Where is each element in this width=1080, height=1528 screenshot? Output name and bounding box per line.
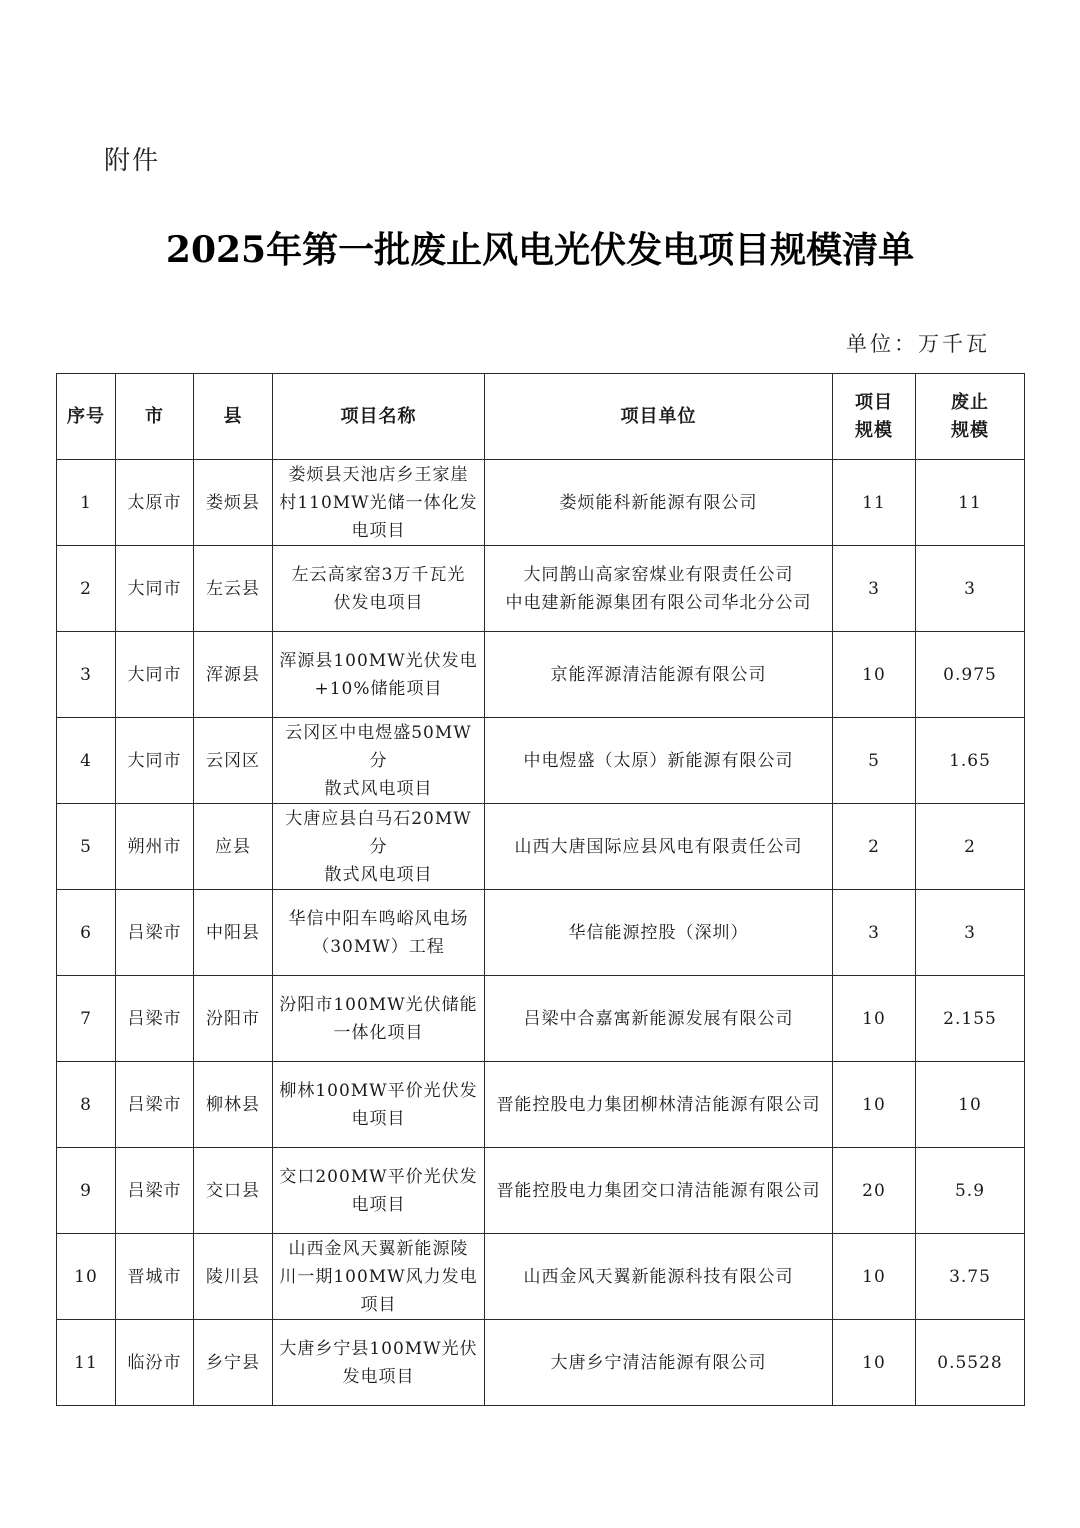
row-no: 6 — [57, 890, 116, 976]
row-city: 大同市 — [116, 718, 194, 804]
row-abolished-scale: 3 — [916, 890, 1025, 976]
row-abolished-scale: 11 — [916, 460, 1025, 546]
row-project-name: 大唐乡宁县100MW光伏 发电项目 — [273, 1320, 485, 1406]
table-row — [57, 546, 1025, 632]
row-project-unit: 山西金风天翼新能源科技有限公司 — [485, 1234, 833, 1320]
row-project-name: 浑源县100MW光伏发电 +10%储能项目 — [273, 632, 485, 718]
row-abolished-scale: 10 — [916, 1062, 1025, 1148]
row-project-unit: 娄烦能科新能源有限公司 — [485, 460, 833, 546]
row-county: 云冈区 — [194, 718, 273, 804]
row-project-unit: 中电煜盛（太原）新能源有限公司 — [485, 718, 833, 804]
row-project-unit: 晋能控股电力集团交口清洁能源有限公司 — [485, 1148, 833, 1234]
row-project-unit: 晋能控股电力集团柳林清洁能源有限公司 — [485, 1062, 833, 1148]
row-county: 柳林县 — [194, 1062, 273, 1148]
row-project-unit: 吕梁中合嘉寓新能源发展有限公司 — [485, 976, 833, 1062]
row-city: 吕梁市 — [116, 976, 194, 1062]
row-project-scale: 2 — [833, 804, 916, 890]
table-row — [57, 718, 1025, 804]
row-project-unit: 大唐乡宁清洁能源有限公司 — [485, 1320, 833, 1406]
table-row — [57, 460, 1025, 546]
row-county: 汾阳市 — [194, 976, 273, 1062]
table-row — [57, 976, 1025, 1062]
header-county: 县 — [194, 374, 273, 460]
row-project-name: 大唐应县白马石20MW分 散式风电项目 — [273, 804, 485, 890]
row-city: 朔州市 — [116, 804, 194, 890]
row-project-unit: 山西大唐国际应县风电有限责任公司 — [485, 804, 833, 890]
row-abolished-scale: 0.975 — [916, 632, 1025, 718]
row-project-name: 娄烦县天池店乡王家崖 村110MW光储一体化发 电项目 — [273, 460, 485, 546]
row-city: 大同市 — [116, 632, 194, 718]
row-no: 3 — [57, 632, 116, 718]
table-row — [57, 1062, 1025, 1148]
table-row — [57, 632, 1025, 718]
row-no: 9 — [57, 1148, 116, 1234]
row-no: 8 — [57, 1062, 116, 1148]
row-no: 10 — [57, 1234, 116, 1320]
header-no: 序号 — [57, 374, 116, 460]
row-project-scale: 10 — [833, 976, 916, 1062]
row-no: 1 — [57, 460, 116, 546]
row-city: 大同市 — [116, 546, 194, 632]
row-abolished-scale: 3.75 — [916, 1234, 1025, 1320]
row-project-name: 交口200MW平价光伏发 电项目 — [273, 1148, 485, 1234]
row-no: 4 — [57, 718, 116, 804]
row-no: 5 — [57, 804, 116, 890]
header-project-unit: 项目单位 — [485, 374, 833, 460]
row-project-scale: 5 — [833, 718, 916, 804]
row-project-name: 左云高家窑3万千瓦光 伏发电项目 — [273, 546, 485, 632]
table-row — [57, 1148, 1025, 1234]
row-city: 吕梁市 — [116, 1148, 194, 1234]
row-project-scale: 20 — [833, 1148, 916, 1234]
row-county: 娄烦县 — [194, 460, 273, 546]
header-abolished-scale: 废止 规模 — [916, 374, 1025, 460]
row-project-scale: 3 — [833, 890, 916, 976]
table-row — [57, 1234, 1025, 1320]
row-abolished-scale: 0.5528 — [916, 1320, 1025, 1406]
table-header-row — [57, 374, 1025, 460]
attachment-label: 附件 — [104, 146, 161, 176]
row-city: 晋城市 — [116, 1234, 194, 1320]
row-project-unit: 大同鹊山高家窑煤业有限责任公司 中电建新能源集团有限公司华北分公司 — [485, 546, 833, 632]
row-county: 浑源县 — [194, 632, 273, 718]
row-abolished-scale: 3 — [916, 546, 1025, 632]
row-project-name: 华信中阳车鸣峪风电场 （30MW）工程 — [273, 890, 485, 976]
header-city: 市 — [116, 374, 194, 460]
row-city: 太原市 — [116, 460, 194, 546]
row-project-scale: 11 — [833, 460, 916, 546]
page-title: 2025年第一批废止风电光伏发电项目规模清单 — [165, 229, 915, 271]
row-city: 吕梁市 — [116, 890, 194, 976]
row-abolished-scale: 1.65 — [916, 718, 1025, 804]
row-county: 中阳县 — [194, 890, 273, 976]
row-project-name: 柳林100MW平价光伏发 电项目 — [273, 1062, 485, 1148]
row-county: 左云县 — [194, 546, 273, 632]
unit-label: 单位：万千瓦 — [846, 332, 990, 356]
row-project-unit: 华信能源控股（深圳） — [485, 890, 833, 976]
header-project-scale: 项目 规模 — [833, 374, 916, 460]
project-table — [56, 373, 1025, 1406]
row-project-name: 云冈区中电煜盛50MW分 散式风电项目 — [273, 718, 485, 804]
row-project-unit: 京能浑源清洁能源有限公司 — [485, 632, 833, 718]
row-abolished-scale: 2.155 — [916, 976, 1025, 1062]
row-county: 乡宁县 — [194, 1320, 273, 1406]
row-county: 应县 — [194, 804, 273, 890]
row-project-name: 汾阳市100MW光伏储能 一体化项目 — [273, 976, 485, 1062]
row-project-scale: 10 — [833, 632, 916, 718]
table-row — [57, 890, 1025, 976]
header-project-name: 项目名称 — [273, 374, 485, 460]
row-project-scale: 10 — [833, 1320, 916, 1406]
row-project-name: 山西金风天翼新能源陵 川一期100MW风力发电 项目 — [273, 1234, 485, 1320]
row-no: 7 — [57, 976, 116, 1062]
row-county: 陵川县 — [194, 1234, 273, 1320]
row-project-scale: 10 — [833, 1062, 916, 1148]
row-no: 11 — [57, 1320, 116, 1406]
table-row — [57, 804, 1025, 890]
row-abolished-scale: 2 — [916, 804, 1025, 890]
row-project-scale: 10 — [833, 1234, 916, 1320]
row-city: 吕梁市 — [116, 1062, 194, 1148]
table-row — [57, 1320, 1025, 1406]
row-no: 2 — [57, 546, 116, 632]
row-abolished-scale: 5.9 — [916, 1148, 1025, 1234]
row-project-scale: 3 — [833, 546, 916, 632]
row-county: 交口县 — [194, 1148, 273, 1234]
row-city: 临汾市 — [116, 1320, 194, 1406]
